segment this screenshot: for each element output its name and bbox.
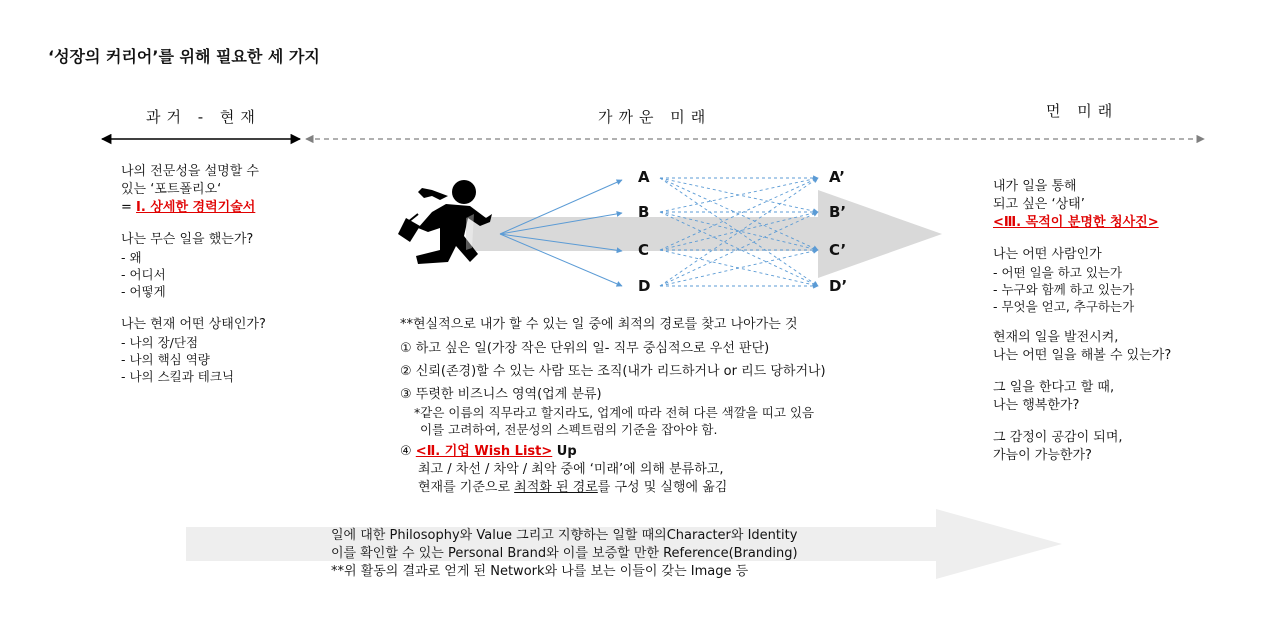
left-question-did: 나는 무슨 일을 했는가? <box>121 232 254 247</box>
left-intro-line2: 있는 ‘포트폴리오‘ <box>121 182 222 197</box>
left-ref-prefix: = <box>121 200 137 215</box>
right-q2-line1: 현재의 일을 발전시켜, <box>993 330 1119 345</box>
right-question-person: 나는 어떤 사람인가 <box>993 247 1102 262</box>
node-a: A <box>638 168 650 186</box>
right-intro-line1: 내가 일을 통해 <box>993 179 1077 194</box>
right-q1-item: - 무엇을 얻고, 추구하는가 <box>993 299 1135 314</box>
center-item-4-prefix: ④ <box>400 444 416 459</box>
node-c: C <box>638 241 650 259</box>
center-item-4-line3-prefix: 현재를 기준으로 <box>418 480 515 495</box>
right-q3-line1: 그 일을 한다고 할 때, <box>993 380 1115 395</box>
center-item-3-note1: *같은 이름의 직무라고 할지라도, 업계에 따라 전혀 다른 색깔을 띠고 있음 <box>414 405 815 420</box>
timeline-label-past-present: 과거 - 현재 <box>146 108 261 126</box>
bottom-line-2: 이를 확인할 수 있는 Personal Brand와 이를 보증할 만한 Reference(Branding) <box>331 546 798 561</box>
left-q1-item: - 어디서 <box>121 267 166 282</box>
right-q4-line1: 그 감정이 공감이 되며, <box>993 430 1123 445</box>
runner-icon <box>398 180 492 264</box>
left-intro-line1: 나의 전문성을 설명할 수 <box>121 164 259 179</box>
left-q1-item: - 왜 <box>121 250 142 265</box>
left-q1-item: - 어떻게 <box>121 284 166 299</box>
timeline-label-near-future: 가까운 미래 <box>598 108 712 126</box>
center-item-3-note2: 이를 고려하여, 전문성의 스펙트럼의 기준을 잡아야 함. <box>420 422 718 437</box>
node-c-prime: C’ <box>829 241 847 259</box>
career-description-link[interactable]: Ⅰ. 상세한 경력기술서 <box>136 200 256 215</box>
progress-arrow-band <box>466 190 942 278</box>
right-column <box>993 178 1171 465</box>
left-question-state: 나는 현재 어떤 상태인가? <box>121 317 266 332</box>
node-b: B <box>638 203 650 221</box>
right-q1-item: - 어떤 일을 하고 있는가 <box>993 265 1123 280</box>
center-item-4-line2: 최고 / 차선 / 차악 / 최악 중에 ‘미래’에 의해 분류하고, <box>418 462 724 477</box>
right-q2-line2: 나는 어떤 일을 해볼 수 있는가? <box>993 348 1172 363</box>
node-a-prime: A’ <box>829 168 845 186</box>
optimized-path-text: 최적화 된 경로 <box>514 480 598 495</box>
right-intro-line2: 되고 싶은 ‘상태’ <box>993 197 1085 212</box>
left-q2-item: - 나의 핵심 역량 <box>121 352 210 367</box>
center-item-4-suffix: Up <box>552 444 577 459</box>
node-d: D <box>638 277 651 295</box>
center-item-3: ③ 뚜렷한 비즈니스 영역(업계 분류) <box>400 387 602 402</box>
node-b-prime: B’ <box>829 203 847 221</box>
center-intro: **현실적으로 내가 할 수 있는 일 중에 최적의 경로를 찾고 나아가는 것 <box>400 317 798 332</box>
center-item-2: ② 신뢰(존경)할 수 있는 사람 또는 조직(내가 리드하거나 or 리드 당하거나) <box>400 364 826 379</box>
center-item-1: ① 하고 싶은 일(가장 작은 단위의 일- 직무 중심적으로 우선 판단) <box>400 341 770 356</box>
right-q4-line2: 가늠이 가능한가? <box>993 448 1092 463</box>
left-q2-item: - 나의 장/단점 <box>121 335 199 350</box>
left-q2-item: - 나의 스킬과 테크닉 <box>121 369 235 384</box>
left-column <box>121 163 266 385</box>
wish-list-link[interactable]: <Ⅱ. 기업 Wish List> <box>415 444 553 459</box>
node-d-prime: D’ <box>829 277 848 295</box>
center-text-block <box>400 316 826 497</box>
timeline-label-far-future: 먼 미래 <box>1046 102 1119 120</box>
center-item-4-line3-suffix: 를 구성 및 실행에 옮김 <box>597 480 728 495</box>
page-title: ‘성장의 커리어’를 위해 필요한 세 가지 <box>48 47 320 66</box>
bottom-text-block <box>331 527 798 581</box>
right-q1-item: - 누구와 함께 하고 있는가 <box>993 282 1135 297</box>
bottom-line-1: 일에 대한 Philosophy와 Value 그리고 지향하는 일할 때의Character와 Identity <box>331 528 798 543</box>
blueprint-link[interactable]: <Ⅲ. 목적이 분명한 청사진> <box>993 215 1159 230</box>
bottom-line-3: **위 활동의 결과로 얻게 된 Network와 나를 보는 이들이 갖는 Image 등 <box>331 564 749 579</box>
right-q3-line2: 나는 행복한가? <box>993 398 1080 413</box>
